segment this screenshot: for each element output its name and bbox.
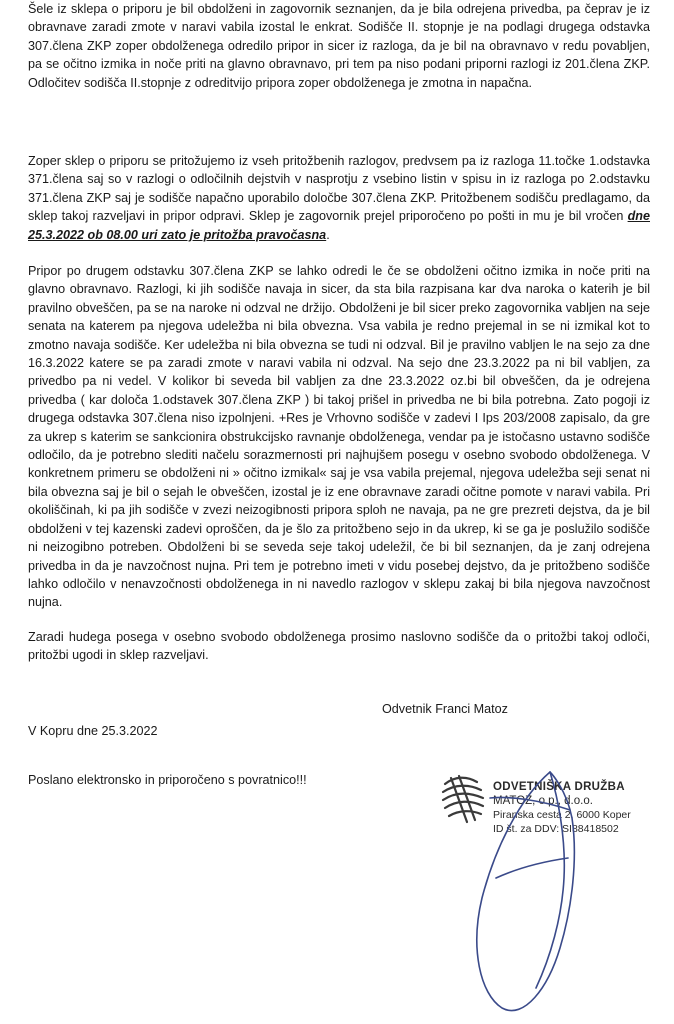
- stamp-title: ODVETNIŠKA DRUŽBA: [493, 781, 625, 793]
- stamp-vat-id: ID št. za DDV: SI88418502: [493, 823, 619, 835]
- paragraph-3: Pripor po drugem odstavku 307.člena ZKP se lahko odredi le če se obdolženi očitno izmika in noče priti na glavno obravnavo. Razlogi, ki jih sodišče navaja in sicer, da sta bila razpisana kar dva naroka o katerih je bil pravilno obveščen, pa se na naroke ni odzval ne držijo. Obdolženi je bil sicer preko zagovornika vabljen na seje senata na katerem pa njegova udeležba ni bila obvezna. Vsa vabila je redno prejemal in se ni izmikal kot to zmotno navaja sodišče. Ker udeležba ni bila obvezna se tudi ni odzval. Bil je pravilno vabljen le na sejo za dne 16.3.2022 katere se pa zaradi zmote v naravi vabila ni odzval. Na sejo dne 23.3.2022 pa ni bil vabljen, za privedbo pa ni vedel. V kolikor bi seveda bil vabljen za dne 23.3.2022 oz.bi bil obveščen, da je odrejena privedba ( kar določa 1.odstavek 307.člena ZKP ) bi takoj prišel in privedba ne bi bila potrebna. Zato pogoji iz drugega odstavka 307.člena niso izpolnjeni. +Res je Vrhovno sodišče v zadevi I Ips 203/2008 zapisalo, da gre za ukrep s katerim se sankcionira obstrukcijsko ravnanje obdolženega, vendar pa je istočasno ustavno sodišče odločilo, da je potrebno slediti načelu sorazmernosti pri najhujšem posegu v osebno svobodo obdolženega. V konkretnem primeru se obdolženi ni » očitno izmikal« saj je vsa vabila prejemal, njegova udeležba seji senat ni bila obvezna saj je bil o sejah le obveščen, izostal je iz ene obravnave zaradi očitne pomote v naravi vabila. Pri okoliščinah, ki pa jih sodišče v zvezi neizogibnosti pripora sploh ne navaja, pa ne gre prezreti dejstva, da je bil obdolženi v tej kazenski zadevi oproščen, da je šlo za pritožbeno sejo in da ukrep, ki se ga je poslužilo sodišče ni neizogibno potreben. Obdolženi bi se seveda seje takoj udeležil, če bi bil seznanjen, da je zanj odrejena privedba in da je navzočnost nujna. Pri tem je potrebno imeti v vidu posebej dejstvo, da je pritožbeno sodišče lahko odločilo v nenavzočnosti obdolženega in ni navedlo razlogov v sklepu zakaj bi bila njegova navzočnost nujna.: [28, 264, 650, 610]
- paragraph-2-end: .: [326, 227, 330, 242]
- paragraph-2-text: Zoper sklep o priporu se pritožujemo iz vseh pritožbenih razlogov, predvsem pa iz razloga 11.točke 1.odstavka 371.člena saj so v razlogi o odločilnih dejstvih v nasprotju z vsebino listin v spisu in iz razloga po 2.odstavku 371.člena ZKP saj je sodišče napačno uporabilo določbe 307.člena ZKP. Pritožbenem sodišču predlagamo, da sklep takoj razveljavi in pripor odpravi. Sklep je zagovornik prejel priporočeno po pošti in mu je bil vročen: [28, 154, 650, 224]
- paragraph-1: Šele iz sklepa o priporu je bil obdolženi in zagovornik seznanjen, da je bila odrejena privedba, pa čeprav je iz obravnave zaradi zmote v naravi vabila izostal le enkrat. Sodišče II. stopnje je na podlagi drugega odstavka 307.člena ZKP zoper obdolženega odredilo pripor in sicer iz razloga, da je bil na obravnavo v redu povabljen, pa se očitno izmika in noče priti na glavno obravnavo, pri tem pa niso podani priporni razlogi iz 201.člena ZKP. Odločitev sodišča II.stopnje z odreditvijo pripora zoper obdolženega je zmotna in napačna.: [28, 2, 650, 90]
- paragraph-4: Zaradi hudega posega v osebno svobodo obdolženega prosimo naslovno sodišče da o pritožbi takoj odloči, pritožbi ugodi in sklep razveljavi.: [28, 630, 650, 663]
- paragraph-2: [28, 152, 650, 244]
- delivery-note: Poslano elektronsko in priporočeno s povratnico!!!: [28, 773, 307, 787]
- stamp-firm-name: MATOZ, o.p., d.o.o.: [493, 795, 593, 807]
- law-firm-logo-icon: [437, 770, 493, 832]
- stamp-text: [493, 780, 631, 836]
- attorney-name: Odvetnik Franci Matoz: [382, 702, 508, 716]
- stamp-address: Piranska cesta 2, 6000 Koper: [493, 809, 631, 821]
- place-date: V Kopru dne 25.3.2022: [28, 724, 158, 738]
- timeliness-emphasis: dne 25.3.2022 ob 08.00 uri zato je pritožba pravočasna: [28, 209, 650, 242]
- law-firm-stamp: [437, 770, 647, 850]
